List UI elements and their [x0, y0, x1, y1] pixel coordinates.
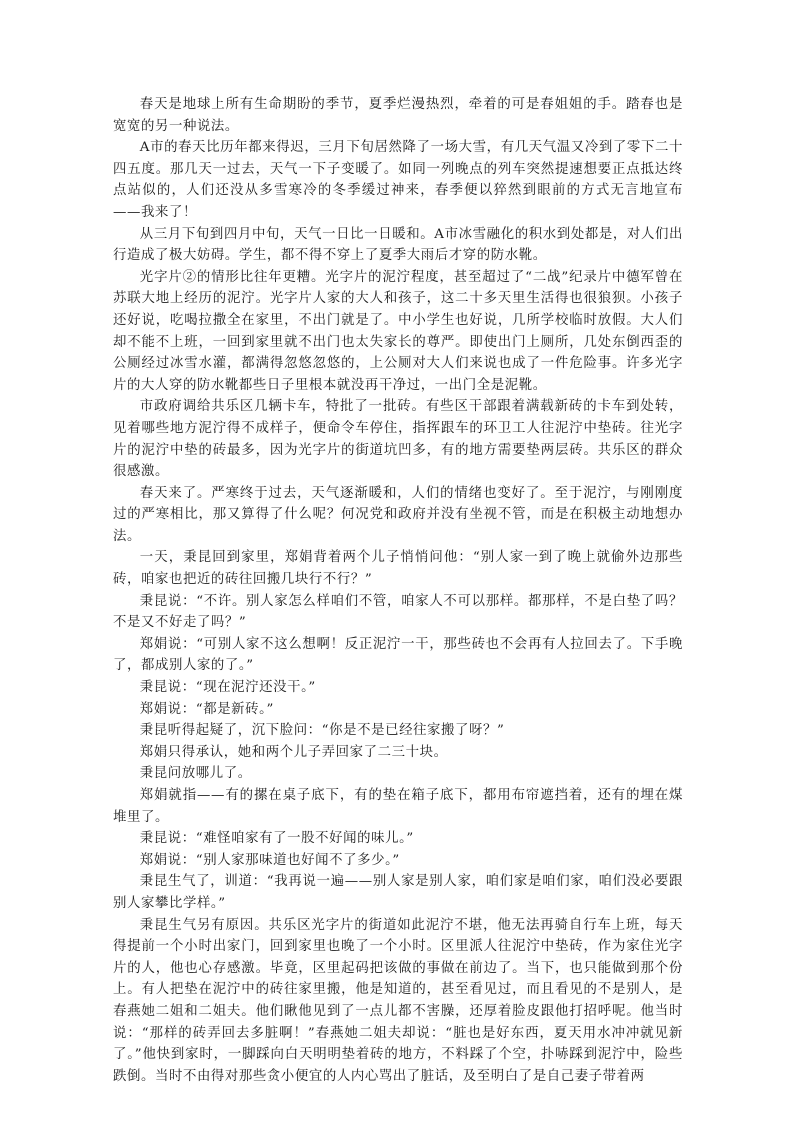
paragraph: 一天，秉昆回到家里，郑娟背着两个儿子悄悄问他：“别人家一到了晚上就偷外边那些砖，咱家也把近的砖往回搬几块行不行？”	[113, 550, 683, 588]
paragraph: 郑娟说：“别人家那味道也好闻不了多少。”	[139, 852, 400, 868]
paragraph: 市政府调给共乐区几辆卡车，特批了一批砖。有些区干部跟着满载新砖的卡车到处转，见着哪些地方泥泞得不成样子，便命令车停住，指挥跟车的环卫工人往泥泞中垫砖。往光字片的泥泞中垫的砖最多，因为光字片的街道坑凹多，有的地方需要垫两层砖。共乐区的群众很感激。	[113, 399, 683, 480]
paragraph: A市的春天比历年都来得迟，三月下旬居然降了一场大雪，有几天气温又冷到了零下二十四五度。那几天一过去，天气一下子变暖了。如同一列晚点的列车突然提速想要正点抵达终点站似的，人们还没从多雪寒冷的冬季缓过神来，春季便以猝然到眼前的方式无言地宣布——我来了！	[113, 140, 683, 220]
paragraph: 秉昆说：“不许。别人家怎么样咱们不管，咱家人不可以那样。都那样，不是白垫了吗？不是又不好走了吗？”	[113, 593, 683, 631]
paragraph: 春天是地球上所有生命期盼的季节，夏季烂漫热烈，牵着的可是春姐姐的手。踏春也是宽宽的另一种说法。	[113, 97, 683, 134]
paragraph: 光字片②的情形比往年更糟。光字片的泥泞程度，甚至超过了“二战”纪录片中德军曾在苏联大地上经历的泥泞。光字片人家的大人和孩子，这二十多天里生活得也很狼狈。小孩子还好说，吃喝拉撒全在家里，不出门就是了。中小学生也好说，几所学校临时放假。大人们却不能不上班，一回到家里就不出门也太失家长的尊严。即使出门上厕所，几处东倒西歪的公厕经过冰雪水灌，都满得忽悠忽悠的，上公厕对大人们来说也成了一件危险事。许多光字片的大人穿的防水靴都些日子里根本就没再干净过，一出门全是泥靴。	[113, 269, 683, 393]
paragraph: 秉昆说：“难怪咱家有了一股不好闻的味儿。”	[139, 831, 414, 847]
paragraph: 秉昆生气另有原因。共乐区光字片的街道如此泥泞不堪，他无法再骑自行车上班，每天得提前一个小时出家门，回到家里也晚了一个小时。区里派人往泥泞中垫砖，作为家住光字片的人，他也心存感激。毕竟，区里起码把该做的事做在前边了。当下，也只能做到那个份上。有人把垫在泥泞中的砖往家里搬，他是知道的，甚至看见过，而且看见的不是别人，是春燕她二姐和二姐夫。他们瞅他见到了一点儿都不害臊，还厚着脸皮跟他打招呼呢。他当时说：“那样的砖弄回去多脏啊！”春燕她二姐夫却说：“脏也是好东西，夏天用水冲冲就见新了。”他快到家时，一脚踩向白天明明垫着砖的地方，不料踩了个空，扑哧踩到泥泞中，险些跌倒。当时不由得对那些贪小便宜的人内心骂出了脏话，及至明白了是自己妻子带着两	[113, 917, 683, 1084]
paragraph: 郑娟只得承认，她和两个儿子弄回家了二三十块。	[139, 744, 448, 760]
paragraph: 秉昆听得起疑了，沉下脸问：“你是不是已经往家搬了呀？”	[139, 723, 505, 739]
paragraph: 秉昆问放哪儿了。	[139, 766, 252, 782]
document-page	[113, 94, 683, 1087]
paragraph: 春天来了。严寒终于过去，天气逐渐暖和，人们的情绪也变好了。至于泥泞，与刚刚度过的严寒相比，那又算得了什么呢？何况党和政府并没有坐视不管，而是在积极主动地想办法。	[113, 485, 683, 544]
paragraph: 从三月下旬到四月中旬，天气一日比一日暖和。A市冰雪融化的积水到处都是，对人们出行造成了极大妨碍。学生，都不得不穿上了夏季大雨后才穿的防水靴。	[113, 226, 683, 264]
paragraph: 秉昆说：“现在泥泞还没干。”	[139, 680, 316, 696]
paragraph: 郑娟说：“都是新砖。”	[139, 701, 274, 717]
paragraph: 郑娟说：“可别人家不这么想啊！反正泥泞一干，那些砖也不会再有人拉回去了。下手晚了，都成别人家的了。”	[113, 636, 683, 674]
paragraph: 郑娟就指——有的摞在桌子底下，有的垫在箱子底下，都用布帘遮挡着，还有的埋在煤堆里了。	[113, 788, 683, 825]
paragraph: 秉昆生气了，训道：“我再说一遍——别人家是别人家，咱们家是咱们家，咱们没必要跟别人家攀比学样。”	[113, 874, 683, 911]
